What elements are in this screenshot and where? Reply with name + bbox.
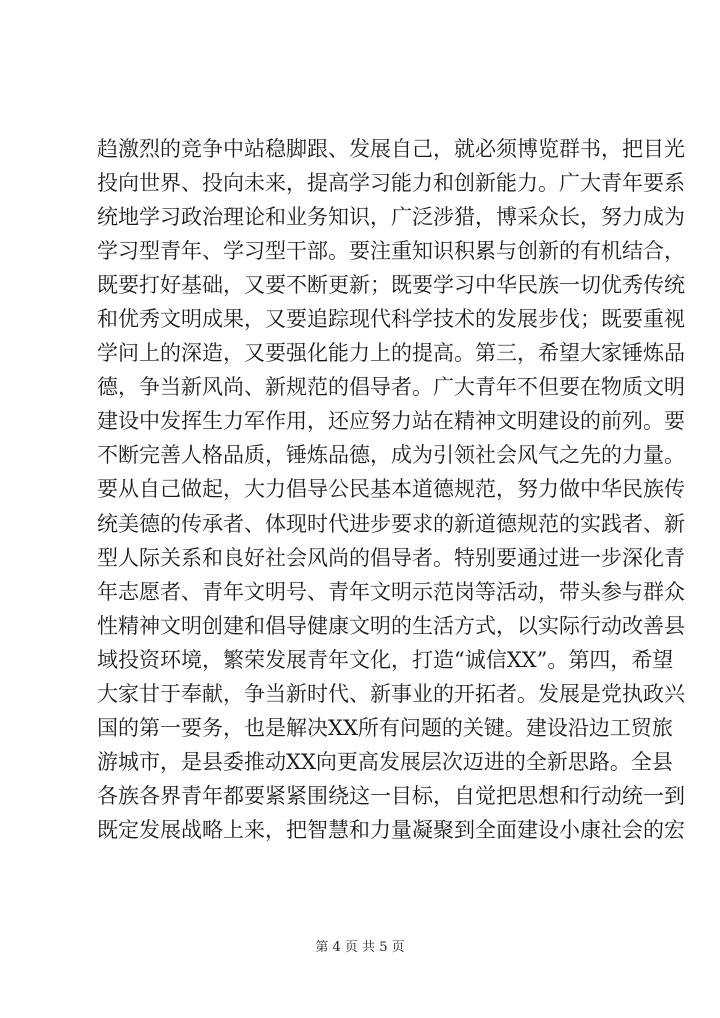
text-line: 建设中发挥生力军作用，还应努力站在精神文明建设的前列。要 — [97, 409, 685, 434]
text-line: 和优秀文明成果，又要追踪现代科学技术的发展步伐；既要重视 — [97, 307, 685, 332]
text-line: 不断完善人格品质，锤炼品德，成为引领社会风气之先的力量。 — [97, 443, 685, 468]
text-line: 趋激烈的竞争中站稳脚跟、发展自己，就必须博览群书，把目光 — [97, 137, 685, 161]
text-line: 既要打好基础，又要不断更新；既要学习中华民族一切优秀传统 — [97, 273, 685, 298]
text-line: 统美德的传承者、体现时代进步要求的新道德规范的实践者、新 — [97, 511, 685, 536]
text-line: 性精神文明创建和倡导健康文明的生活方式，以实际行动改善县 — [97, 613, 685, 638]
text-line: 型人际关系和良好社会风尚的倡导者。特别要通过进一步深化青 — [97, 545, 685, 570]
text-line: 游城市，是县委推动XX向更高发展层次迈进的全新思路。全县 — [97, 749, 673, 774]
text-line: 年志愿者、青年文明号、青年文明示范岗等活动，带头参与群众 — [97, 579, 685, 604]
text-line: 学习型青年、学习型干部。要注重知识积累与创新的有机结合， — [97, 239, 685, 264]
page-footer: 第 4 页 共 5 页 — [315, 940, 405, 955]
text-line: 德，争当新风尚、新规范的倡导者。广大青年不但要在物质文明 — [97, 375, 685, 400]
text-line: 国的第一要务，也是解决XX所有问题的关键。建设沿边工贸旅 — [97, 715, 673, 740]
text-line: 域投资环境，繁荣发展青年文化，打造“诚信XX”。第四，希望 — [97, 647, 674, 672]
text-line: 统地学习政治理论和业务知识，广泛涉猎，博采众长，努力成为 — [97, 205, 685, 230]
text-line: 大家甘于奉献，争当新时代、新事业的开拓者。发展是党执政兴 — [97, 681, 685, 706]
text-line: 既定发展战略上来，把智慧和力量凝聚到全面建设小康社会的宏 — [97, 817, 685, 842]
text-line: 各族各界青年都要紧紧围绕这一目标，自觉把思想和行动统一到 — [97, 783, 685, 808]
body-paragraph — [97, 132, 685, 847]
text-line: 学问上的深造，又要强化能力上的提高。第三，希望大家锤炼品 — [97, 341, 685, 366]
text-line: 要从自己做起，大力倡导公民基本道德规范，努力做中华民族传 — [97, 477, 685, 502]
text-line: 投向世界、投向未来，提高学习能力和创新能力。广大青年要系 — [97, 171, 685, 196]
